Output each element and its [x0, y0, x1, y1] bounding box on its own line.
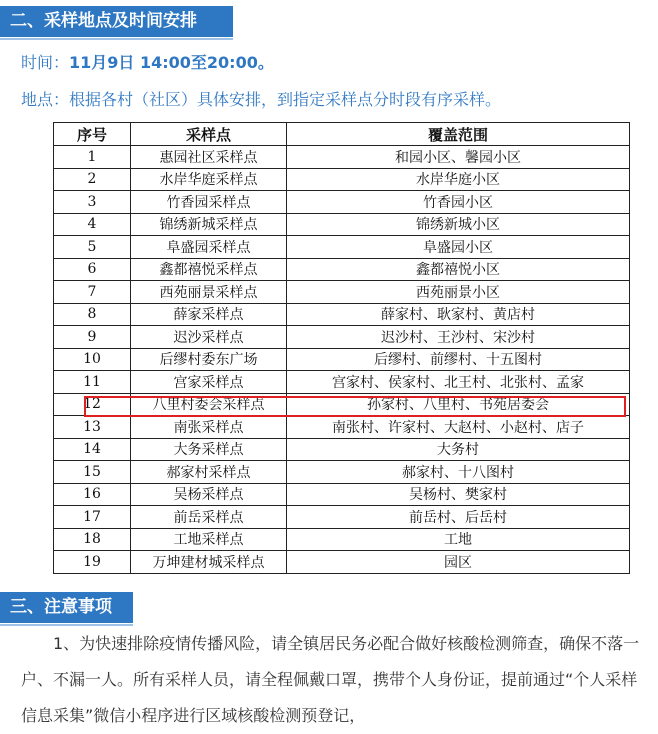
- cell-site: 八里村委会采样点: [131, 393, 287, 416]
- cell-index: 17: [54, 506, 131, 529]
- table-row: [54, 191, 630, 214]
- section-title: 三、注意事项: [10, 597, 112, 617]
- cell-site: 前岳采样点: [131, 506, 287, 529]
- cell-site: 万坤建材城采样点: [131, 551, 287, 574]
- time-info: [21, 50, 274, 73]
- cell-coverage: 和园小区、馨园小区: [287, 146, 630, 169]
- table-row: [54, 438, 630, 461]
- table-row: [54, 146, 630, 169]
- time-label: 时间：: [21, 53, 70, 72]
- cell-index: 3: [54, 191, 131, 214]
- cell-index: 2: [54, 168, 131, 191]
- cell-site: 南张采样点: [131, 416, 287, 439]
- cell-index: 16: [54, 483, 131, 506]
- section-header-notes: [0, 592, 133, 623]
- place-label: 地点：: [21, 90, 70, 109]
- table-row: [54, 213, 630, 236]
- cell-site: 水岸华庭采样点: [131, 168, 287, 191]
- table-row: [54, 236, 630, 259]
- cell-site: 后缪村委东广场: [131, 348, 287, 371]
- cell-site: 薛家采样点: [131, 303, 287, 326]
- notes-paragraph: [21, 626, 651, 734]
- cell-coverage: 竹香园小区: [287, 191, 630, 214]
- header-index: 序号: [54, 123, 131, 146]
- cell-coverage: 后缪村、前缪村、十五图村: [287, 348, 630, 371]
- section-header-sampling: [0, 6, 233, 37]
- table-row: [54, 528, 630, 551]
- table-row: [54, 303, 630, 326]
- table-header-row: [54, 123, 630, 146]
- cell-coverage: 吴杨村、樊家村: [287, 483, 630, 506]
- place-info: [21, 87, 501, 110]
- cell-site: 惠园社区采样点: [131, 146, 287, 169]
- table-row: [54, 551, 630, 574]
- table-row: [54, 326, 630, 349]
- cell-site: 锦绣新城采样点: [131, 213, 287, 236]
- cell-coverage: 西苑丽景小区: [287, 281, 630, 304]
- table-row: [54, 168, 630, 191]
- cell-site: 大务采样点: [131, 438, 287, 461]
- table-row: [54, 371, 630, 394]
- cell-coverage: 工地: [287, 528, 630, 551]
- cell-index: 19: [54, 551, 131, 574]
- table-row: [54, 281, 630, 304]
- header-site: 采样点: [131, 123, 287, 146]
- header-coverage: 覆盖范围: [287, 123, 630, 146]
- cell-coverage: 锦绣新城小区: [287, 213, 630, 236]
- cell-site: 吴杨采样点: [131, 483, 287, 506]
- cell-site: 阜盛园采样点: [131, 236, 287, 259]
- sampling-schedule-table: [53, 122, 630, 574]
- table-row: [54, 258, 630, 281]
- place-value: 根据各村（社区）具体安排，到指定采样点分时段有序采样。: [69, 90, 502, 109]
- cell-coverage: 大务村: [287, 438, 630, 461]
- cell-coverage: 阜盛园小区: [287, 236, 630, 259]
- table-row: [54, 506, 630, 529]
- cell-coverage: 郝家村、十八图村: [287, 461, 630, 484]
- cell-index: 18: [54, 528, 131, 551]
- cell-index: 10: [54, 348, 131, 371]
- cell-coverage: 迟沙村、王沙村、宋沙村: [287, 326, 630, 349]
- cell-site: 迟沙采样点: [131, 326, 287, 349]
- cell-coverage: 薛家村、耿家村、黄店村: [287, 303, 630, 326]
- cell-index: 8: [54, 303, 131, 326]
- table-row: [54, 416, 630, 439]
- cell-coverage: 水岸华庭小区: [287, 168, 630, 191]
- cell-index: 1: [54, 146, 131, 169]
- cell-index: 5: [54, 236, 131, 259]
- cell-coverage: 园区: [287, 551, 630, 574]
- cell-index: 6: [54, 258, 131, 281]
- cell-coverage: 南张村、许家村、大赵村、小赵村、店子: [287, 416, 630, 439]
- cell-index: 7: [54, 281, 131, 304]
- cell-site: 鑫都禧悦采样点: [131, 258, 287, 281]
- table-row: [54, 483, 630, 506]
- table-row: [54, 393, 630, 416]
- cell-site: 郝家村采样点: [131, 461, 287, 484]
- cell-index: 9: [54, 326, 131, 349]
- cell-index: 4: [54, 213, 131, 236]
- cell-site: 宫家采样点: [131, 371, 287, 394]
- cell-index: 12: [54, 393, 131, 416]
- table-row: [54, 461, 630, 484]
- cell-index: 11: [54, 371, 131, 394]
- cell-site: 西苑丽景采样点: [131, 281, 287, 304]
- cell-coverage: 前岳村、后岳村: [287, 506, 630, 529]
- notes-text: 1、为快速排除疫情传播风险，请全镇居民务必配合做好核酸检测筛查，确保不落一户、不漏一人。所有采样人员，请全程佩戴口罩，携带个人身份证，提前通过“个人采样信息采集”微信小程序进行区域核酸检测预登记，: [21, 634, 640, 725]
- section-title: 二、采样地点及时间安排: [10, 11, 197, 31]
- table-row: [54, 348, 630, 371]
- cell-index: 15: [54, 461, 131, 484]
- cell-site: 竹香园采样点: [131, 191, 287, 214]
- cell-coverage: 宫家村、侯家村、北王村、北张村、孟家: [287, 371, 630, 394]
- cell-coverage: 孙家村、八里村、书苑居委会: [287, 393, 630, 416]
- cell-index: 14: [54, 438, 131, 461]
- cell-index: 13: [54, 416, 131, 439]
- cell-coverage: 鑫都禧悦小区: [287, 258, 630, 281]
- time-value: 11月9日 14:00至20:00。: [69, 53, 274, 72]
- cell-site: 工地采样点: [131, 528, 287, 551]
